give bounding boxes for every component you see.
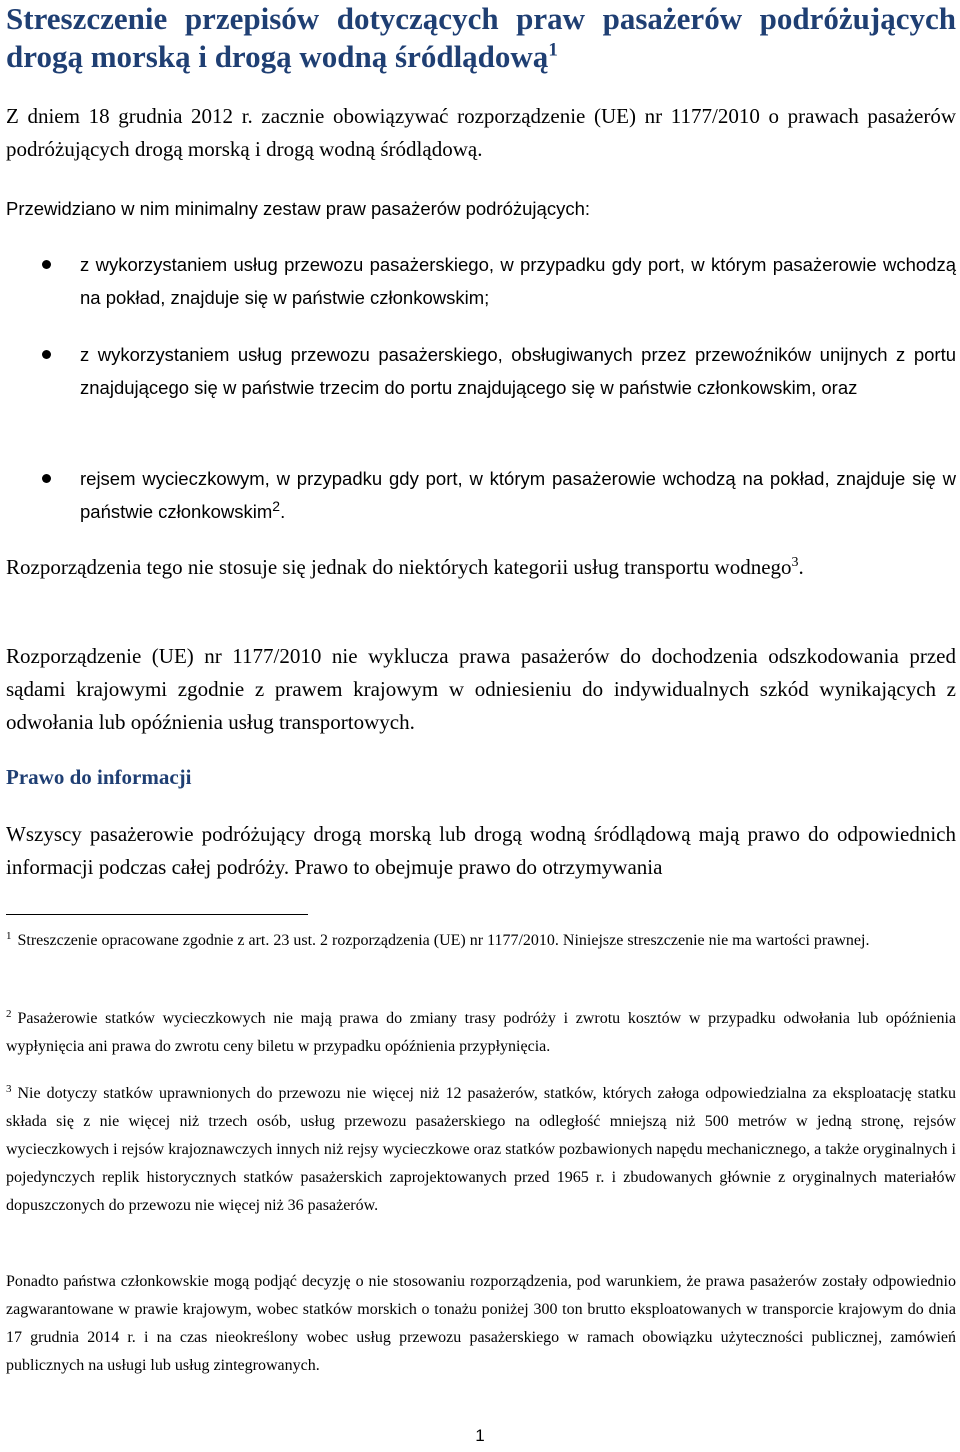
compensation-paragraph: Rozporządzenie (UE) nr 1177/2010 nie wyklucza prawa pasażerów do dochodzenia odszkodowania przed sądami krajowymi zgodnie z prawem krajowym w odniesieniu do indywidualnych szkód wynikających z odwołania lub opóźnienia usług transportowych. bbox=[6, 644, 956, 734]
bullet-dot bbox=[42, 474, 51, 483]
exceptions-footnote-ref: 3 bbox=[791, 555, 799, 570]
footnote-number: 3 bbox=[6, 1082, 12, 1095]
bullet-dot bbox=[42, 260, 51, 269]
footnote-text: Nie dotyczy statków uprawnionych do przewozu nie więcej niż 12 pasażerów, statków, których załoga odpowiedzialna za eksploatację statku składa się z nie więcej niż trzech osób, usług przewozu pasażerskiego na odległość mniejszą niż 500 metrów w jedną stronę, rejsów wycieczkowych i rejsów krajoznawczych innych niż rejsy wycieczkowe oraz statków pozbawionych napędu mechanicznego, a także oryginalnych i pojedynczych replik historycznych statków pasażerskich zaprojektowanych przed 1965 r. i zbudowanych głównie z oryginalnych materiałów dopuszczonych do przewozu nie więcej niż 36 pasażerów. bbox=[6, 1085, 956, 1214]
bullet-text: z wykorzystaniem usług przewozu pasażerskiego, w przypadku gdy port, w którym pasażerowie wchodzą na pokład, znajduje się w państwie członkowskim; bbox=[80, 254, 956, 308]
footnote-number: 1 bbox=[6, 929, 12, 942]
bullet-text: z wykorzystaniem usług przewozu pasażerskiego, obsługiwanych przez przewoźników unijnych z portu znajdującego się w państwie trzecim do portu znajdującego się w państwie członkowskim, oraz bbox=[80, 344, 956, 398]
bullet-dot bbox=[42, 350, 51, 359]
exceptions-paragraph bbox=[6, 551, 956, 584]
exceptions-end: . bbox=[798, 555, 804, 579]
information-paragraph: Wszyscy pasażerowie podróżujący drogą morską lub drogą wodną śródlądową mają prawo do odpowiednich informacji podczas całej podróży. Prawo to obejmuje prawo do otrzymywania bbox=[6, 822, 956, 879]
bullet-text bbox=[80, 462, 956, 528]
title-text: Streszczenie przepisów dotyczących praw pasażerów podróżujących drogą morską i drogą wodną śródlądową bbox=[6, 1, 956, 74]
information-heading: Prawo do informacji bbox=[6, 765, 192, 789]
bullet-text-end: . bbox=[280, 501, 286, 522]
title-footnote-ref: 1 bbox=[548, 39, 558, 61]
footnote-continuation: Ponadto państwa członkowskie mogą podjąć decyzję o nie stosowaniu rozporządzenia, pod warunkiem, że prawa pasażerów zostały odpowiednio zagwarantowane w prawie krajowym, wobec statków morskich o tonażu poniżej 300 ton brutto eksploatowanych w transporcie krajowym do dnia 17 grudnia 2014 r. i na czas nieokreślony wobec usług przewozu pasażerskiego w ramach obowiązku użyteczności publicznej, zamówień publicznych na usługi lub usług zintegrowanych. bbox=[6, 1273, 956, 1374]
footnote-1 bbox=[6, 927, 956, 955]
bullet-footnote-ref: 2 bbox=[272, 497, 281, 514]
document-title bbox=[6, 0, 956, 76]
footnote-2 bbox=[6, 1005, 956, 1061]
rights-intro-paragraph: Przewidziano w nim minimalny zestaw praw pasażerów podróżujących: bbox=[6, 198, 591, 219]
intro-paragraph: Z dniem 18 grudnia 2012 r. zacznie obowiązywać rozporządzenie (UE) nr 1177/2010 o prawach pasażerów podróżujących drogą morską i drogą wodną śródlądową. bbox=[6, 104, 956, 161]
footnote-3 bbox=[6, 1080, 956, 1220]
footnote-separator bbox=[6, 914, 308, 915]
exceptions-text: Rozporządzenia tego nie stosuje się jednak do niektórych kategorii usług transportu wodnego bbox=[6, 555, 792, 579]
footnote-number: 2 bbox=[6, 1007, 12, 1020]
page-number: 1 bbox=[475, 1426, 485, 1445]
bullet-text-body: rejsem wycieczkowym, w przypadku gdy port, w którym pasażerowie wchodzą na pokład, znajduje się w państwie członkowskim bbox=[80, 468, 956, 522]
footnote-text: Streszczenie opracowane zgodnie z art. 23 ust. 2 rozporządzenia (UE) nr 1177/2010. Niniejsze streszczenie nie ma wartości prawnej. bbox=[17, 932, 870, 949]
footnote-text: Pasażerowie statków wycieczkowych nie mają prawa do zmiany trasy podróży i zwrotu kosztów w przypadku odwołania lub opóźnienia wypłynięcia ani prawa do zwrotu ceny biletu w przypadku opóźnienia przypłynięcia. bbox=[6, 1010, 956, 1055]
